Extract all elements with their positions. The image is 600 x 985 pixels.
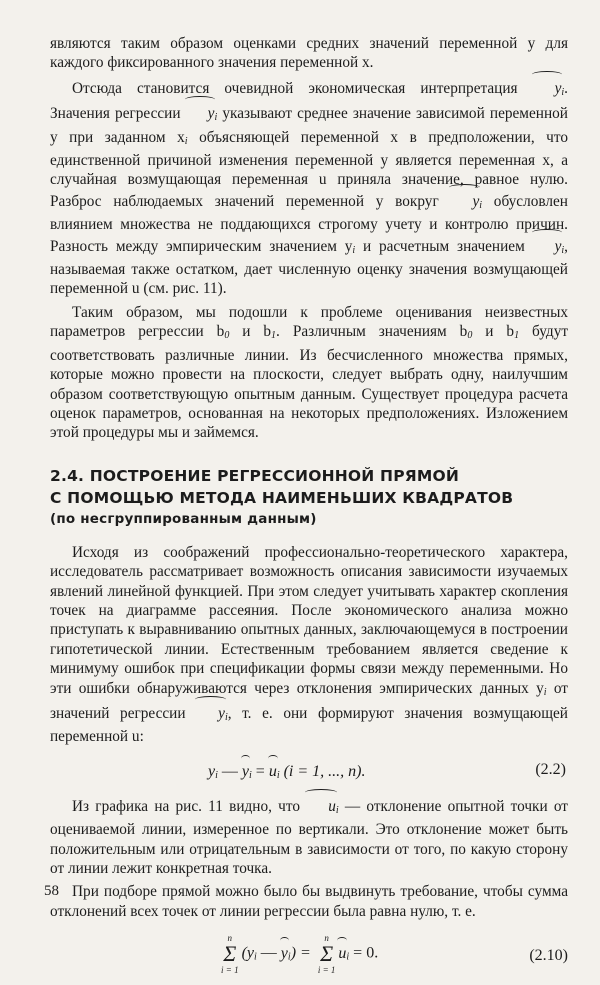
sigma: Σ (223, 941, 237, 967)
hat-symbol: y (186, 102, 215, 123)
text-run: — отклонение опытной точки от оцениваемой линии, измеренное по вертикали. Это отклонение может быть положительным или отрицательным в зависимости от того, по какую сторону от линии лежит конкретная точка. (50, 797, 568, 877)
math-text: (i = 1, ..., n). (279, 762, 366, 780)
section-heading (50, 465, 568, 529)
paragraph-2 (50, 77, 568, 299)
subscript: i (352, 244, 356, 256)
paragraph-1: являются таким образом оценками средних значений переменной y для каждого фиксированного значения переменной x. (50, 35, 568, 72)
subscript: i (276, 769, 280, 781)
text-run: и b (229, 323, 272, 341)
hat-symbol: u (268, 762, 277, 780)
subscript: i (215, 769, 218, 781)
text-run: Таким образом, мы подошли к проблеме оценивания неизвестных параметров регрессии b (50, 303, 568, 341)
text-run: от значений регрессии (50, 679, 568, 722)
text-run: и b (472, 323, 515, 341)
subscript: 0 (467, 330, 473, 342)
page-number: 58 (44, 883, 59, 899)
text-run: , называемая также остатком, дает численную оценку значения возмущающей переменной u (см. рис. 11). (50, 237, 568, 298)
subscript: i (335, 804, 339, 816)
text-run: указывают среднее значение зависимой переменной y при заданном x (50, 105, 568, 146)
subscript: i (543, 686, 547, 698)
equation-expression (208, 761, 366, 781)
hat-symbol: y (533, 235, 562, 256)
sum-symbol (318, 933, 336, 975)
paragraph-4 (50, 543, 568, 747)
section-title-line-2: С ПОМОЩЬЮ МЕТОДА НАИМЕНЬШИХ КВАДРАТОВ (50, 488, 514, 507)
sigma: Σ (320, 941, 334, 967)
subscript: 1 (514, 330, 520, 342)
math-text: ) = (290, 944, 315, 962)
hat-symbol: y (533, 77, 562, 98)
math-op: — (217, 762, 242, 780)
sum-upper-limit: n (227, 933, 233, 944)
hat-symbol: y (280, 944, 288, 962)
text-run: Исходя из соображений профессионально-теоретического характера, исследователь рассматривает возможность описания зависимости изучаемых явлений линейной функцией. При этом следует учитывать характер скопления точек на диаграмме рассеяния. После экономического анализа можно приступать к выравниванию опытных данных, заключающемуся в построении гипотетической линии. Естественным требованием является сведение к минимуму ошибок при спецификации формы связи между переменными. Но эти ошибки обнаруживаются через отклонения эмпирических данных y (50, 543, 568, 697)
hat-symbol: y (450, 190, 479, 211)
equation-number: (2.2) (535, 760, 566, 778)
equation-expression (218, 933, 378, 975)
subscript: 1 (271, 330, 277, 342)
text-run: Из графика на рис. 11 видно, что (72, 797, 307, 815)
subscript: i (346, 951, 350, 963)
text-run: . Значения регрессии (50, 79, 568, 123)
subscript: i (184, 135, 188, 147)
section-subtitle: (по несгруппированным данным) (50, 510, 317, 527)
math-op: — (256, 944, 281, 962)
paragraph-6: При подборе прямой можно было бы выдвинуть требование, чтобы сумма отклонений всех точек от линии регрессии была равна нулю, т. е. (50, 883, 568, 920)
sum-symbol (221, 933, 239, 975)
math-text: (y (241, 944, 255, 962)
subscript: i (224, 711, 228, 723)
text-run: будут соответствовать различные линии. Из бесчисленного множества прямых, которые можно провести на плоскости, следует выбрать одну, наилучшим образом соответствующую опытным данным. Существует процедура расчета оценок параметров, основанная на некоторых предположениях. Изложением этой процедуры мы и займемся. (50, 323, 569, 442)
page-body (50, 34, 568, 985)
hat-symbol: u (306, 795, 336, 816)
subscript: i (249, 769, 252, 781)
hat-symbol: u (338, 944, 347, 962)
text-run: Отсюда становится очевидной экономическая интерпретация (72, 79, 533, 97)
equation-number: (2.10) (529, 947, 568, 965)
math-var: y (208, 762, 216, 780)
paragraph-5 (50, 795, 568, 879)
text-run: и расчетным значением (355, 237, 533, 255)
hat-symbol: y (241, 762, 249, 780)
sum-lower-limit: i = 1 (317, 965, 336, 976)
sum-lower-limit: i = 1 (221, 965, 239, 976)
subscript: i (287, 951, 291, 963)
math-text: = 0. (349, 944, 379, 962)
text-run: обусловлен влиянием множества не поддающихся строгому учету и контролю причин. Разность между эмпирическим значением y (50, 192, 568, 255)
equation-2-2 (50, 755, 568, 789)
paragraph-3 (50, 303, 568, 443)
equation-2-10 (50, 927, 568, 985)
text-run: , т. е. они формируют значения возмущающей переменной u: (50, 704, 568, 746)
subscript: 0 (224, 330, 230, 342)
subscript: i (561, 86, 565, 98)
subscript: i (561, 244, 565, 256)
sum-upper-limit: n (324, 933, 329, 944)
hat-symbol: y (196, 702, 225, 723)
text-run: объясняющей переменной x в предположении, что единственной причиной изменения переменной y является переменная x, а случайная возмущающая переменная u приняла значение, равное нулю. Разброс наблюдаемых значений переменной y вокруг (50, 128, 569, 210)
text-run: . Различным значениям b (276, 323, 468, 341)
math-op: = (251, 762, 269, 780)
subscript: i (479, 199, 483, 211)
subscript: i (254, 951, 257, 963)
section-title-line-1: 2.4. ПОСТРОЕНИЕ РЕГРЕССИОННОЙ ПРЯМОЙ (50, 466, 460, 485)
subscript: i (214, 112, 218, 124)
